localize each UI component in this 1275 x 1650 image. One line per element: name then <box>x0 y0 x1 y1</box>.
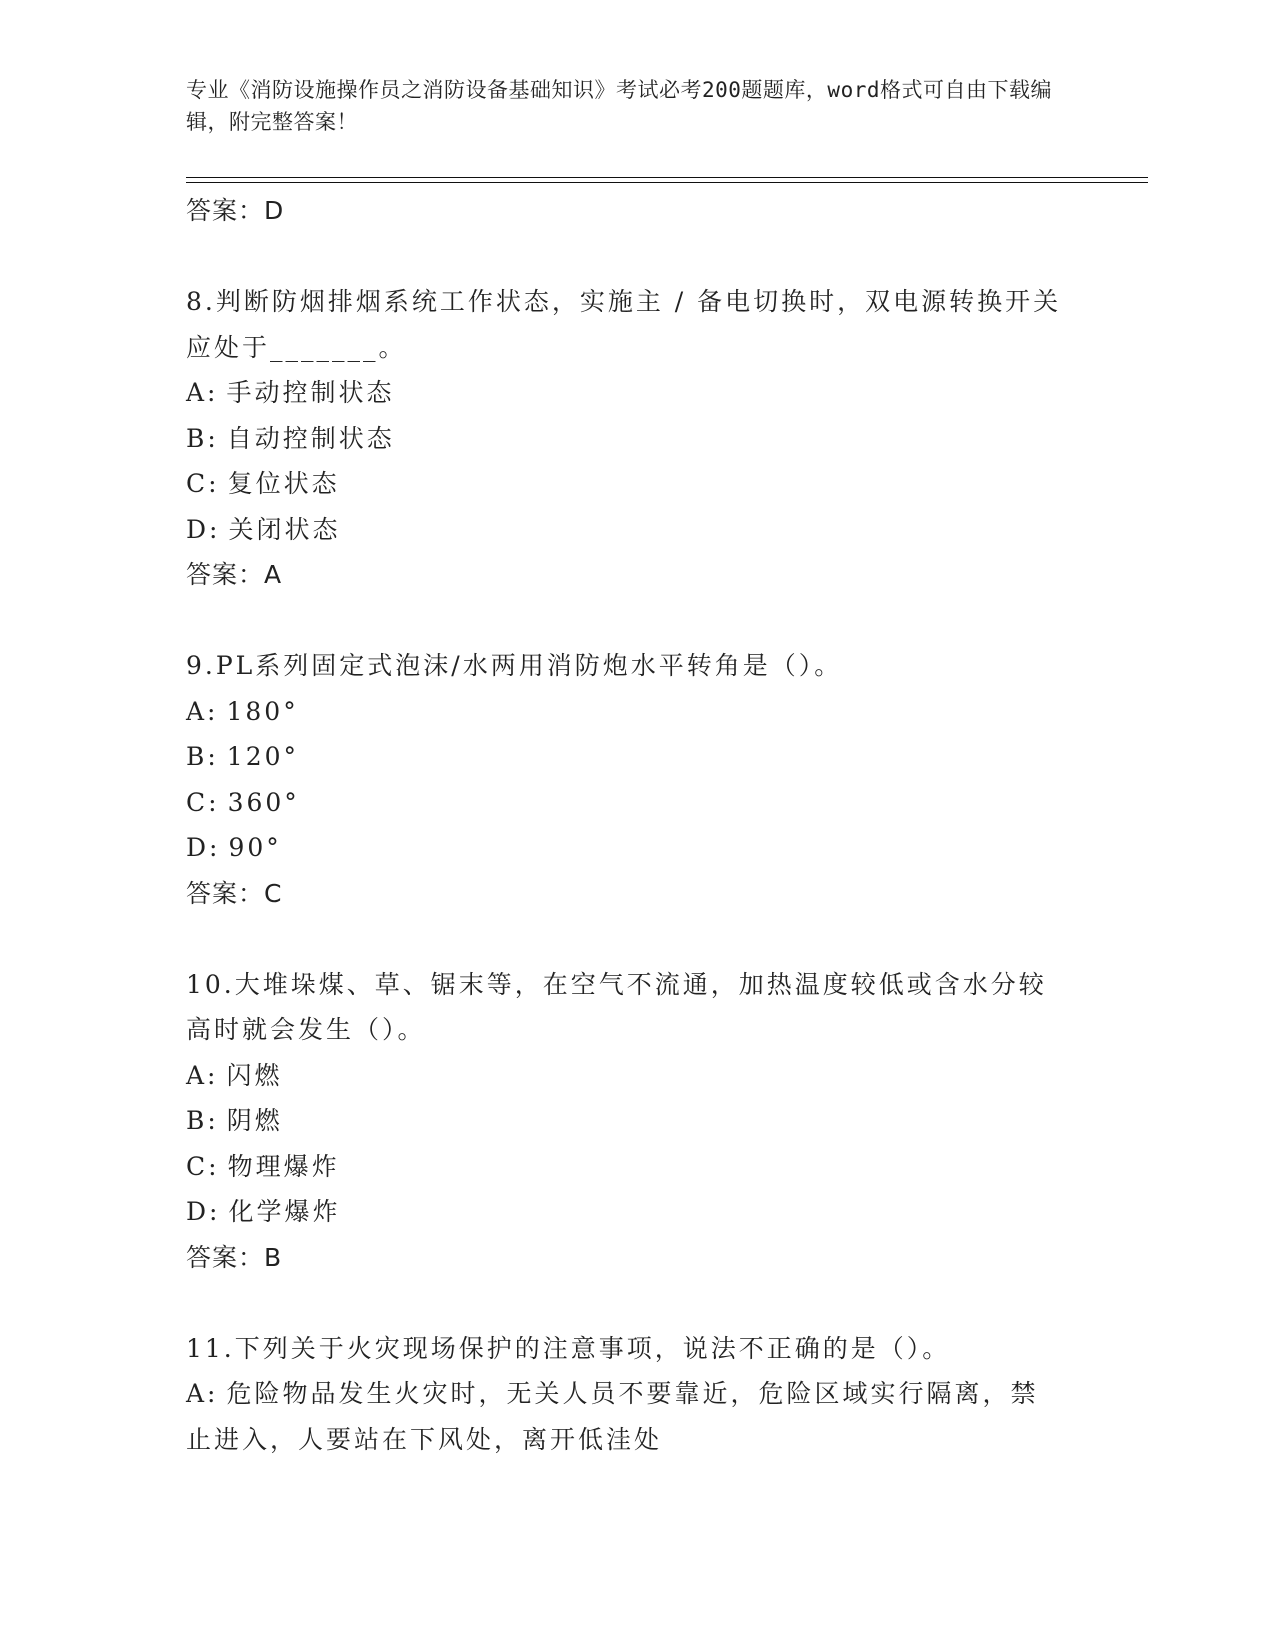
header-divider-bottom <box>186 182 1148 183</box>
option-text: 90° <box>228 833 282 862</box>
option-a <box>186 689 1086 735</box>
option-letter: B: <box>186 1106 219 1135</box>
option-text: 360° <box>227 787 300 817</box>
document-header <box>186 74 1066 138</box>
option-c <box>186 1144 1086 1190</box>
question-text: 11.下列关于火灾现场保护的注意事项，说法不正确的是（）。 <box>186 1333 951 1363</box>
answer-label: 答案： <box>186 560 265 589</box>
answer-line <box>186 871 1086 917</box>
option-a <box>186 1053 1086 1099</box>
option-b <box>186 416 1086 462</box>
option-text: 危险物品发生火灾时，无关人员不要靠近，危险区域实行隔离，禁止进入，人要站在下风处，离开低洼处 <box>186 1379 1039 1454</box>
option-letter: B: <box>186 423 219 453</box>
answer-label: 答案： <box>186 1242 265 1272</box>
option-text: 120° <box>226 742 300 771</box>
option-d <box>186 1189 1086 1235</box>
answer-line <box>186 552 1086 598</box>
answer-value: A <box>264 560 283 589</box>
option-letter: C: <box>186 787 220 817</box>
answer-value: C <box>264 878 283 908</box>
answer-value: D <box>264 196 285 225</box>
option-letter: D: <box>186 514 221 544</box>
option-b <box>186 734 1086 780</box>
option-text: 180° <box>226 696 299 726</box>
spacer <box>186 598 1086 643</box>
option-text: 物理爆炸 <box>227 1151 340 1181</box>
option-text: 化学爆炸 <box>228 1197 341 1226</box>
option-a <box>186 370 1086 416</box>
option-d <box>186 825 1086 871</box>
spacer <box>186 234 1086 279</box>
answer-label: 答案： <box>186 196 265 225</box>
option-text: 自动控制状态 <box>226 423 395 453</box>
option-letter: C: <box>186 469 220 498</box>
answer-line <box>186 188 1086 234</box>
question-text: 10.大堆垛煤、草、锯末等，在空气不流通，加热温度较低或含水分较高时就会发生（）。 <box>186 969 1047 1044</box>
option-letter: A: <box>186 1379 219 1408</box>
option-c <box>186 461 1086 507</box>
option-text: 关闭状态 <box>228 514 341 544</box>
option-letter: D: <box>186 1197 221 1226</box>
option-a <box>186 1371 1066 1462</box>
option-text: 手动控制状态 <box>226 378 395 407</box>
option-c <box>186 780 1086 826</box>
option-letter: D: <box>186 833 221 862</box>
answer-value: B <box>264 1242 283 1272</box>
option-letter: A: <box>186 378 219 407</box>
option-text: 闪燃 <box>226 1060 283 1090</box>
answer-line <box>186 1235 1086 1281</box>
question-text: 9.PL系列固定式泡沫/水两用消防炮水平转角是（）。 <box>186 651 843 680</box>
option-letter: B: <box>186 742 219 771</box>
question-text: 8.判断防烟排烟系统工作状态，实施主 / 备电切换时，双电源转换开关应处于_______。 <box>186 287 1062 362</box>
header-divider-top <box>186 177 1148 178</box>
option-letter: A: <box>186 1060 219 1090</box>
spacer <box>186 1281 1086 1326</box>
option-letter: C: <box>186 1151 220 1181</box>
option-text: 复位状态 <box>227 469 340 498</box>
answer-label: 答案： <box>186 878 265 908</box>
document-body <box>186 188 1086 1462</box>
header-intro-text: 专业《消防设施操作员之消防设备基础知识》考试必考200题题库，word格式可自由下载编辑，附完整答案！ <box>186 78 1052 134</box>
spacer <box>186 917 1086 962</box>
option-letter: A: <box>186 696 219 726</box>
option-text: 阴燃 <box>226 1106 283 1135</box>
option-b <box>186 1098 1086 1144</box>
option-d <box>186 507 1086 553</box>
